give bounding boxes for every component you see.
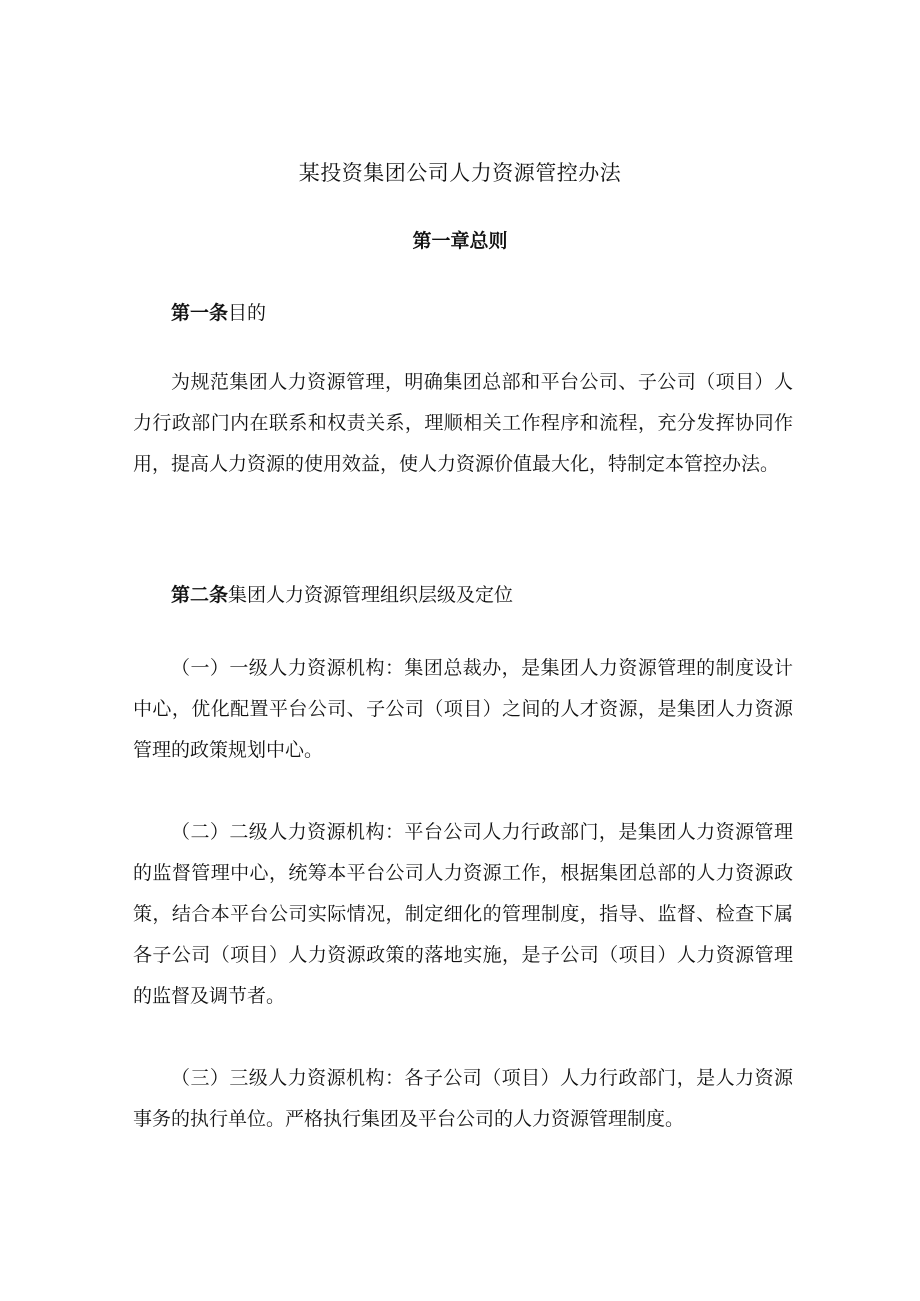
article-2-title: 集团人力资源管理组织层级及定位: [228, 584, 514, 606]
article-1-heading: [133, 293, 793, 334]
article-2-number: 第二条: [171, 584, 229, 606]
chapter-title: 第一章总则: [412, 230, 508, 252]
article-2-item-2: （二）二级人力资源机构：平台公司人力行政部门，是集团人力资源管理的监督管理中心，统筹本平台公司人力资源工作，根据集团总部的人力资源政策，结合本平台公司实际情况，制定细化的管理制度，指导、监督、检查下属各子公司（项目）人力资源政策的落地实施，是子公司（项目）人力资源管理的监督及调节者。: [133, 821, 793, 1007]
article-2-item-3: （三）三级人力资源机构：各子公司（项目）人力行政部门，是人力资源事务的执行单位。严格执行集团及平台公司的人力资源管理制度。: [133, 1067, 793, 1130]
article-1-title: 目的: [228, 302, 267, 324]
article-2-item-1: （一）一级人力资源机构：集团总裁办，是集团人力资源管理的制度设计中心，优化配置平台公司、子公司（项目）之间的人才资源，是集团人力资源管理的政策规划中心。: [133, 657, 793, 761]
article-2-heading: [133, 575, 793, 616]
article-1-number: 第一条: [171, 302, 229, 324]
document-title: 某投资集团公司人力资源管控办法: [298, 161, 622, 185]
article-1-body: 为规范集团人力资源管理，明确集团总部和平台公司、子公司（项目）人力行政部门内在联系和权责关系，理顺相关工作程序和流程，充分发挥协同作用，提高人力资源的使用效益，使人力资源价值最大化，特制定本管控办法。: [133, 371, 793, 475]
